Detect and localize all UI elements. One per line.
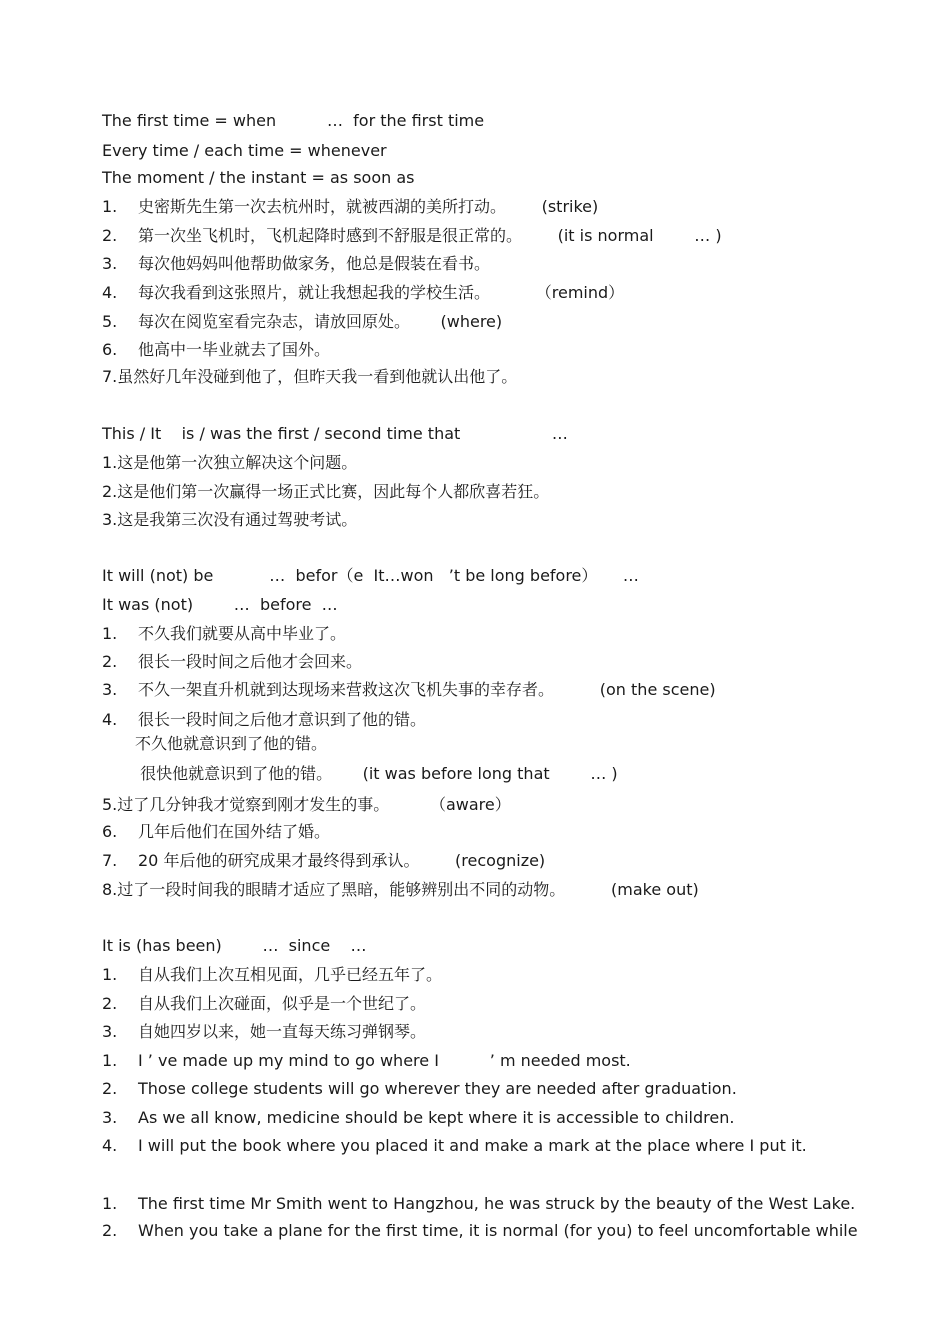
exercise-item: 1.这是他第一次独立解决这个问题。 (102, 453, 358, 472)
item-text: 自从我们上次互相见面，几乎已经五年了。 (138, 965, 443, 984)
exercise-item: 5.过了几分钟我才觉察到刚才发生的事。 （aware） (102, 795, 511, 814)
item-text: The first time Mr Smith went to Hangzhou, he was struck by the beauty of the West Lake. (138, 1194, 856, 1213)
exercise-item (102, 965, 442, 985)
item-number: 7. (102, 851, 118, 870)
item-text: 他高中一毕业就去了国外。 (138, 340, 331, 359)
item-text: 每次在阅览室看完杂志，请放回原处。 (where) (138, 312, 503, 331)
item-text: 不久一架直升机就到达现场来营救这次飞机失事的幸存者。 (on the scene) (138, 680, 716, 699)
answer-item (102, 1194, 855, 1214)
exercise-item (102, 994, 426, 1014)
pattern-line: The moment / the instant = as soon as (102, 168, 415, 187)
exercise-item: 8.过了一段时间我的眼睛才适应了黑暗，能够辨别出不同的动物。 (make out) (102, 880, 699, 899)
item-number: 3. (102, 1022, 118, 1041)
exercise-item (102, 851, 545, 871)
item-number: 1. (102, 197, 118, 216)
item-number: 6. (102, 822, 118, 841)
item-text: When you take a plane for the first time, it is normal (for you) to feel uncomfortable while (138, 1221, 858, 1240)
item-text: 史密斯先生第一次去杭州时，就被西湖的美所打动。 (strike) (138, 197, 599, 216)
item-number: 4. (102, 1136, 118, 1155)
item-number: 1. (102, 1194, 118, 1213)
exercise-item (102, 1022, 426, 1042)
item-text: 不久我们就要从高中毕业了。 (138, 624, 347, 643)
exercise-item (102, 197, 598, 217)
exercise-item: 7.虽然好几年没碰到他了，但昨天我一看到他就认出他了。 (102, 367, 518, 386)
exercise-item (102, 312, 502, 332)
item-text: 自从我们上次碰面，似乎是一个世纪了。 (138, 994, 427, 1013)
item-number: 2. (102, 226, 118, 245)
item-number: 3. (102, 680, 118, 699)
pattern-line: This / It is / was the first / second time that … (102, 424, 568, 443)
exercise-item (102, 710, 426, 730)
item-text: I ’ ve made up my mind to go where I ’ m needed most. (138, 1051, 631, 1070)
item-number: 1. (102, 1051, 118, 1070)
item-text: 第一次坐飞机时，飞机起降时感到不舒服是很正常的。 (it is normal … ) (138, 226, 722, 245)
exercise-item (102, 680, 716, 700)
item-text: Those college students will go wherever they are needed after graduation. (138, 1079, 737, 1098)
item-number: 2. (102, 652, 118, 671)
exercise-subline: 很快他就意识到了他的错。 (it was before long that … ) (135, 764, 618, 783)
item-number: 4. (102, 710, 118, 729)
item-number: 6. (102, 340, 118, 359)
item-text: 很长一段时间之后他才意识到了他的错。 (138, 710, 427, 729)
pattern-line: The first time = when … for the first time (102, 111, 485, 130)
exercise-item (102, 624, 346, 644)
item-text: As we all know, medicine should be kept where it is accessible to children. (138, 1108, 735, 1127)
exercise-item (102, 822, 330, 842)
exercise-item (102, 254, 490, 274)
item-text: 很长一段时间之后他才会回来。 (138, 652, 363, 671)
item-number: 2. (102, 1221, 118, 1240)
item-text: I will put the book where you placed it and make a mark at the place where I put it. (138, 1136, 807, 1155)
answer-item (102, 1136, 807, 1156)
item-text: 每次他妈妈叫他帮助做家务，他总是假装在看书。 (138, 254, 491, 273)
answer-item (102, 1051, 631, 1071)
item-number: 4. (102, 283, 118, 302)
item-number: 2. (102, 1079, 118, 1098)
item-text: 每次我看到这张照片，就让我想起我的学校生活。 （remind） (138, 283, 625, 302)
item-number: 1. (102, 624, 118, 643)
item-text: 自她四岁以来，她一直每天练习弹钢琴。 (138, 1022, 427, 1041)
item-text: 几年后他们在国外结了婚。 (138, 822, 331, 841)
item-number: 3. (102, 254, 118, 273)
item-number: 3. (102, 1108, 118, 1127)
exercise-subline: 不久他就意识到了他的错。 (135, 734, 328, 753)
item-number: 5. (102, 312, 118, 331)
item-number: 2. (102, 994, 118, 1013)
answer-item (102, 1108, 734, 1128)
exercise-item: 2.这是他们第一次赢得一场正式比赛，因此每个人都欣喜若狂。 (102, 482, 550, 501)
pattern-line: It will (not) be … befor（e It…won ’t be long before） … (102, 566, 639, 585)
item-text: 20 年后他的研究成果才最终得到承认。 (recognize) (138, 851, 546, 870)
exercise-item (102, 340, 330, 360)
answer-item (102, 1221, 858, 1241)
pattern-line: It was (not) … before … (102, 595, 338, 614)
exercise-item (102, 226, 722, 246)
answer-item (102, 1079, 737, 1099)
exercise-item: 3.这是我第三次没有通过驾驶考试。 (102, 510, 358, 529)
pattern-line: It is (has been) … since … (102, 936, 367, 955)
pattern-line: Every time / each time = whenever (102, 141, 387, 160)
item-number: 1. (102, 965, 118, 984)
exercise-item (102, 283, 624, 303)
exercise-item (102, 652, 362, 672)
